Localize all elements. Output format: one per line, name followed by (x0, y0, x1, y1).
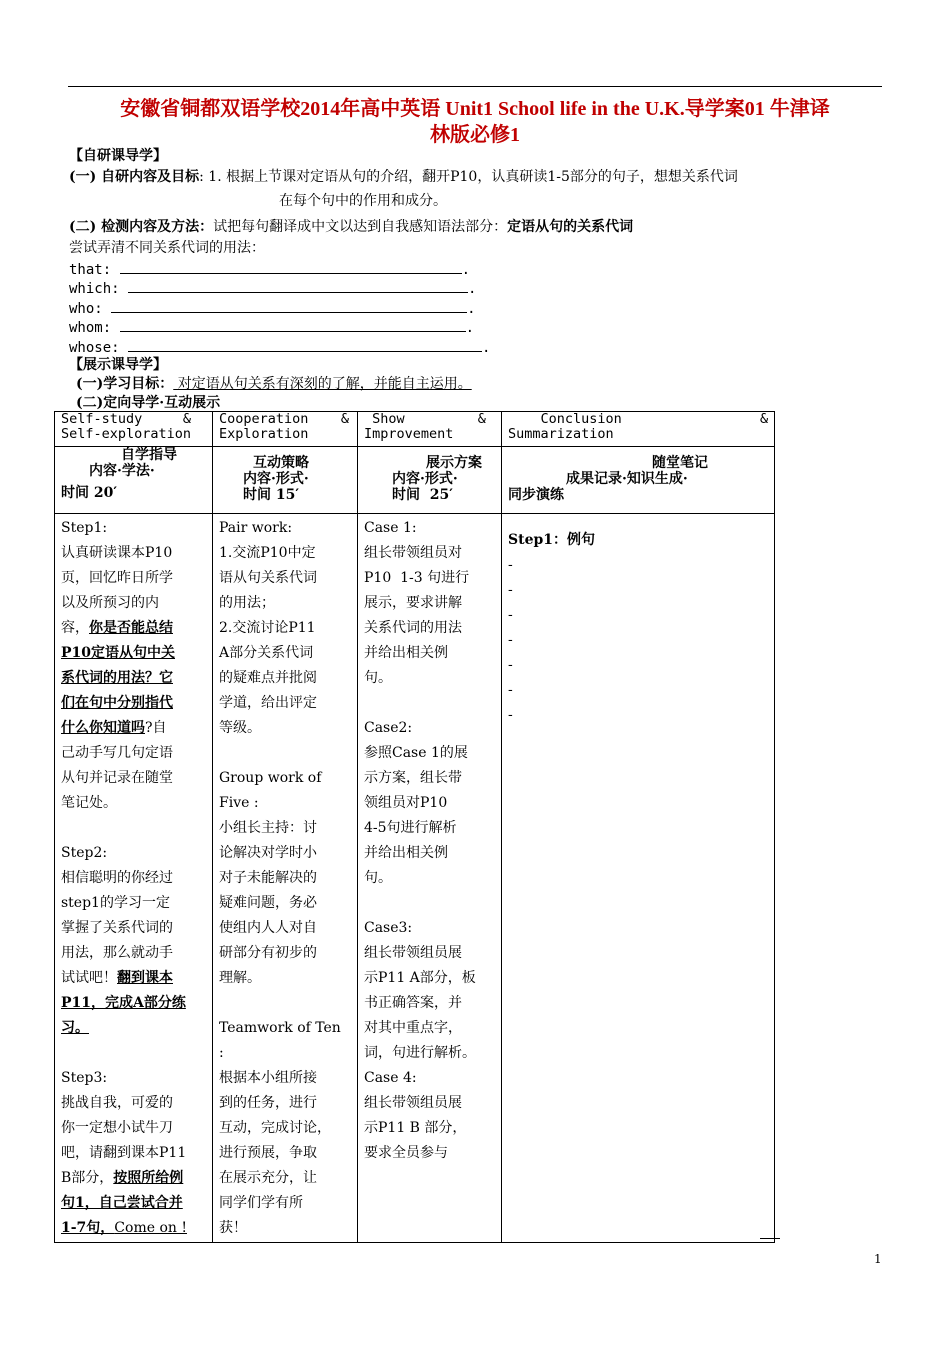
header-cell: 互动策略 内容·形式· 时间 15′ (213, 447, 358, 514)
pronoun-label: which: (69, 281, 120, 297)
guide-table (54, 411, 775, 1243)
header-cell: Self-study & Self-exploration (55, 412, 213, 447)
header-cell: 自学指导 内容·学法· 时间 20′ (55, 447, 213, 514)
check-label: (二) 检测内容及方法： (69, 219, 214, 235)
header-cell: Show & Improvement (358, 412, 502, 447)
fill-line-that: that: . (69, 262, 471, 278)
blank-line[interactable] (128, 338, 482, 352)
self-study-column: Step1: 认真研读课本P10 页，回忆昨日所学 以及所预习的内 容，你是否能总结 P10定语从句中关 系代词的用法？它 们在句中分别指代 什么你知道吗?自 己动手写几句定语 从句并记录在随堂 笔记处。 Step2: 相信聪明的你经过 step1的学习一定 掌握了关系代词的 用法，那么就动手 试试吧！翻到课本 P11，完成A部分练 习。 Step3: 挑战自我，可爱的 你一定想小试牛刀 吧，请翻到课本P11 B部分，按照所给例 句1，自己尝试合并 1-7句，Come on ! (55, 514, 213, 1243)
page-number: 1 (874, 1252, 882, 1266)
blank-line[interactable] (111, 299, 467, 313)
self-study-heading: 【自研课导学】 (69, 148, 167, 164)
display-heading: 【展示课导学】 (69, 357, 167, 373)
header-cell: Conclusion & Summarization (502, 412, 775, 447)
display-goal (76, 375, 472, 393)
pronoun-label: who: (69, 301, 103, 317)
pronoun-label: that: (69, 262, 112, 278)
goal-label: (一) 自研内容及目标 (69, 169, 200, 185)
check-text: 试把每句翻译成中文以达到自我感知语法部分： (213, 219, 508, 235)
table-rule-extension (760, 1238, 780, 1239)
header-cell: 展示方案 内容·形式· 时间 25′ (358, 447, 502, 514)
check-line (69, 218, 633, 236)
blank-line[interactable] (120, 318, 466, 332)
cooperation-column: Pair work: 1.交流P10中定 语从句关系代词 的用法； 2.交流讨论P11 A部分关系代词 的疑难点并批阅 学道，给出评定 等级。 Group work of Five : 小组长主持：讨 论解决对学时小 对子未能解决的 疑难问题，务必 使组内人人对自 研部分有初步的 理解。 Teamwork of Ten : 根据本小组所接 到的任务，进行 互动，完成讨论， 进行预展，争取 在展示充分，让 同学们学有所 获！ (213, 514, 358, 1243)
title-line-2: 林版必修1 (430, 124, 520, 146)
fill-line-who: who: . (69, 301, 476, 317)
fill-line-which: which: . (69, 281, 477, 297)
goal-text-2: 在每个句中的作用和成分。 (279, 193, 447, 209)
table-body (55, 514, 775, 1243)
table-header-en (55, 412, 775, 447)
goal-text-1: : 1. 根据上节课对定语从句的介绍，翻开P10，认真研读1-5部分的句子，想想关系代词 (199, 169, 738, 185)
display-goal-label: (一)学习目标： (76, 376, 174, 392)
guide-heading: (二)定向导学·互动展示 (76, 395, 221, 411)
pronoun-label: whom: (69, 320, 112, 336)
blank-line[interactable] (128, 279, 468, 293)
notes-column: Step1：例句 - - - - - - - (502, 514, 775, 1243)
header-cell: 随堂笔记 成果记录·知识生成· 同步演练 (502, 447, 775, 514)
check-text-2: 尝试弄清不同关系代词的用法： (69, 240, 265, 256)
page-title (60, 96, 890, 148)
table-header-cn (55, 447, 775, 514)
pronoun-label: whose: (69, 340, 120, 356)
display-goal-text: 对定语从句关系有深刻的了解，并能自主运用。 (173, 376, 472, 392)
title-line-1: 安徽省铜都双语学校2014年高中英语 Unit1 School life in the U.K.导学案01 牛津译 (120, 98, 830, 120)
show-column: Case 1: 组长带领组员对 P10 1-3 句进行 展示，要求讲解 关系代词的用法 并给出相关例 句。 Case2: 参照Case 1的展 示方案，组长带 领组员对P10 4-5句进行解析 并给出相关例 句。 Case3: 组长带领组员展 示P11 A部分，板 书正确答案，并 对其中重点字， 词，句进行解析。 Case 4: 组长带领组员展 示P11 B 部分， 要求全员参与 (358, 514, 502, 1243)
check-bold: 定语从句的关系代词 (507, 219, 634, 235)
fill-line-whose: whose: . (69, 340, 491, 356)
fill-line-whom: whom: . (69, 320, 475, 336)
self-study-goal (69, 168, 738, 186)
blank-line[interactable] (120, 260, 462, 274)
header-rule (68, 86, 882, 87)
header-cell: Cooperation & Exploration (213, 412, 358, 447)
